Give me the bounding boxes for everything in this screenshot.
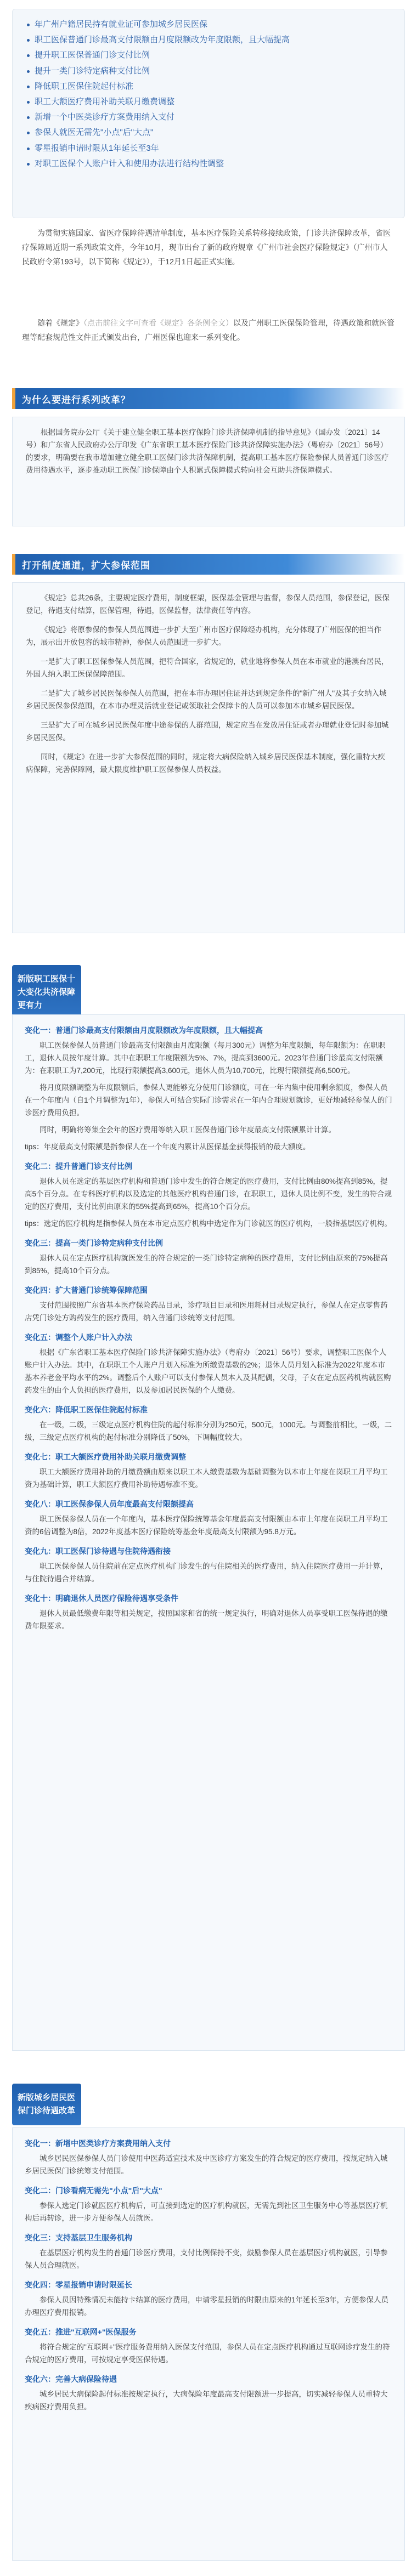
section-title: 打开制度通道，扩大参保范围	[22, 560, 150, 571]
section-paragraph: 同时，《规定》在进一步扩大参保范围的同时，规定将大病保险纳入城乡居民医保基本制度，强化重特大疾病保障，完善保障网，最大限度维护职工医保参保人员权益。	[26, 753, 385, 774]
section-paragraph: 《规定》将原参保的参保人员范围进一步扩大至广州市医疗保障经办机构，充分体现了广州医保的担当作为，展示出开放包容的城市精神，参保人员范围进一步扩大。	[26, 626, 381, 646]
section-card-why	[12, 417, 405, 526]
change-heading: 变化六：降低职工医保住院起付标准	[25, 1405, 148, 1414]
regulation-note	[22, 316, 395, 344]
section-tab-employee	[12, 965, 81, 1020]
change-paragraph: 参保人选定门诊就医医疗机构后，可直接到选定的医疗机构就医，无需先到社区卫生服务中心等基层医疗机构后再转诊，进一步方便参保人员就医。	[25, 2201, 388, 2222]
summary-box	[12, 9, 405, 218]
summary-item: 职工大额医疗费用补助关联月缴费调整	[27, 94, 392, 110]
section-paragraph: 三是扩大了可在城乡居民医保年度中途参保的人群范围，规定应当在发放居住证或者办理就业登记时参加城乡居民医保。	[26, 721, 389, 742]
note-tail: 以及广州职工医保保险管理，待遇政策和就医管理等配套规范性文件正式颁发出台，广州医保也迎来一系列变化。	[22, 319, 395, 342]
change-heading: 变化三：支持基层卫生服务机构	[25, 2233, 132, 2242]
summary-item: 降低职工医保住院起付标准	[27, 79, 392, 94]
change-paragraph: 同时，明确将筹集全会年的医疗费用等纳入职工医保普通门诊年度最高支付限额累计计算。	[40, 1126, 336, 1134]
change-paragraph: 职工医保参保人员住院前在定点医疗机构门诊发生的与住院相关的医疗费用，纳入住院医疗费用一并计算，与住院待遇合并结算。	[25, 1562, 388, 1583]
change-paragraph: 在一级，二级，三级定点医疗机构住院的起付标准分别为250元，500元，1000元。与调整前相比，一级，二级，三级定点医疗机构的起付标准分别降低了50%，下调幅度较大。	[25, 1421, 392, 1442]
change-paragraph: 将月度限额调整为年度限额后，参保人更能够充分使用门诊额度，可在一年内集中使用剩余额度，参保人员在一个年度内（自1个月调整为1年），参保人可结合实际门诊需求在一年内合理规划就诊，更好地减轻参保人的门诊医疗费用负担。	[25, 1083, 392, 1117]
tips-paragraph: tips：年度最高支付限额是指参保人在一个年度内累计从医保基金获得报销的最大额度。	[25, 1143, 311, 1151]
intro-paragraph: 为贯彻实施国家、省医疗保障待遇清单制度，基本医疗保险关系转移接续政策，门诊共济保障改革，省医疗保障局近期一系列政策文件，今年10月，现市出台了新的政府规章《广州市社会医疗保险规定》（广州市人民政府令第193号，以下简称《规定》），于12月1日起正式实施。	[22, 229, 391, 266]
change-paragraph: 城乡居民医保参保人员门诊使用中医药适宜技术及中医诊疗方案发生的符合规定的医疗费用，按规定纳入城乡居民医保门诊统筹支付范围。	[25, 2154, 388, 2175]
section-card-employee	[12, 1014, 405, 2051]
summary-item: 新增一个中医类诊疗方案费用纳入支付	[27, 110, 392, 125]
change-paragraph: 退休人员最低缴费年限等相关规定，按照国家和省的统一规定执行，明确对退休人员享受职工医保待遇的缴费年限要求。	[25, 1609, 388, 1630]
section-paragraph: 一是扩大了职工医保参保人员范围，把符合国家，省规定的，就业地将参保人员在本市就业的港澳台居民，外国人纳入职工医保保障范围。	[26, 657, 389, 678]
summary-item: 参保人就医无需先"小点"后"大点"	[27, 125, 392, 140]
change-paragraph: 在基层医疗机构发生的普通门诊医疗费用，支付比例保持不变，鼓励参保人员在基层医疗机构就医，引导参保人员合理就医。	[25, 2249, 388, 2269]
summary-item: 对职工医保个人账户计入和使用办法进行结构性调整	[27, 156, 392, 172]
section-header-why	[12, 388, 405, 409]
change-heading: 变化三：提高一类门诊特定病种支付比例	[25, 1239, 163, 1247]
note-link-hint[interactable]: （点击前往文字可查看《规定》各条例全文）	[83, 319, 233, 327]
change-paragraph: 职工医保参保人员普通门诊最高支付限额由月度限额（每月300元）调整为年度限额，每年限额为：在职职工，退休人员按年度计算。其中在职职工年度限额为5%、7%，提高到3600元。2023年普通门诊最高支付限额为：在职职工为7,200元，比现行限额提高3,600元，退休人员为10,700元，比现行限额提高6,500元。	[25, 1041, 386, 1075]
section-paragraph: 二是扩大了城乡居民医保参保人员范围，把在本市办理居住证并达到规定条件的"新广州人"及其子女纳入城乡居民医保参保范围，在本市办理灵活就业登记或领取社会保障卡的人员可以参加本市城乡居民医保。	[26, 689, 387, 710]
summary-list	[13, 9, 404, 172]
change-heading: 变化四：扩大普通门诊统筹保障范围	[25, 1286, 148, 1295]
change-heading: 变化一：新增中医类诊疗方案费用纳入支付	[25, 2139, 171, 2148]
change-heading: 变化七：职工大额医疗费用补助关联月缴费调整	[25, 1452, 186, 1461]
change-paragraph: 根据《广东省职工基本医疗保险门诊共济保障实施办法》（粤府办〔2021〕56号）要求，调整职工医保个人账户计入办法。其中，在职职工个人账户月划入标准为所缴费基数的2%；退休人员月划入标准为2022年度本市基本养老金平均水平的2%。调整后个人账户可以支付参保人员本人及其配偶，父母，子女在定点医药机构就医购药发生的由个人负担的医疗费用，以及参加居民医保的个人缴费。	[25, 1348, 391, 1394]
section-accent-bar	[12, 388, 15, 409]
summary-item: 职工医保普通门诊最高支付限额由月度限额改为年度限额，且大幅提高	[27, 32, 392, 48]
change-paragraph: 职工医保参保人员在一个年度内，基本医疗保险统筹基金年度最高支付限额由本市上年度在岗职工月平均工资的6倍调整为8倍，2022年度基本医疗保险统筹基金年度最高支付限额为95.8万元。	[25, 1515, 388, 1536]
section-title: 新版职工医保十大变化共济保障更有力	[18, 974, 76, 1010]
summary-item: 提升职工医保普通门诊支付比例	[27, 48, 392, 63]
section-accent-bar	[12, 554, 15, 575]
change-heading: 变化九：职工医保门诊待遇与住院待遇衔接	[25, 1547, 171, 1556]
change-paragraph: 城乡居民大病保险起付标准按规定执行，大病保险年度最高支付限额进一步提高，切实减轻参保人员重特大疾病医疗费用负担。	[25, 2390, 388, 2411]
section-paragraph: 《规定》总共26条，主要规定医疗费用，制度框架，医保基金管理与监督，参保人员范围，参保登记，医保登记，待遇支付结算，医保管理，待遇，医保监督，法律责任等内容。	[26, 594, 390, 615]
change-paragraph: 参保人员因特殊情况未能持卡结算的医疗费用，申请零星报销的时限由原来的1年延长至3年，方便参保人员办理医疗费用报销。	[25, 2296, 389, 2317]
summary-item: 零星报销申请时限从1年延长至3年	[27, 141, 392, 156]
change-heading: 变化一：普通门诊最高支付限额由月度限额改为年度限额，且大幅提高	[25, 1026, 263, 1035]
section-paragraph: 根据国务院办公厅《关于建立健全职工基本医疗保险门诊共济保障机制的指导意见》（国办发〔2021〕14号）和广东省人民政府办公厅印发《广东省职工基本医疗保险门诊共济保障实施办法》（粤府办〔2021〕56号）的要求，明确要在我市增加建立健全职工医保门诊共济保障机制，提高职工基本医疗保险参保人员普通门诊医疗费用待遇水平，逐步推动职工医保门诊保障由个人积累式保障模式转向社会互助共济保障模式。	[26, 428, 389, 474]
change-heading: 变化十：明确退休人员医疗保险待遇享受条件	[25, 1594, 178, 1603]
summary-item: 提升一类门诊特定病种支付比例	[27, 64, 392, 79]
change-heading: 变化五：调整个人账户计入办法	[25, 1333, 132, 1342]
change-heading: 变化五：推进"互联网+"医保服务	[25, 2328, 137, 2336]
change-paragraph: 将符合规定的"互联网+"医疗服务费用纳入医保支付范围，参保人员在定点医疗机构通过互联网诊疗发生的符合规定的医疗费用，可按规定享受医保待遇。	[25, 2343, 390, 2364]
section-tab-resident	[12, 2084, 81, 2125]
change-heading: 变化二：门诊看病无需先"小点"后"大点"	[25, 2186, 162, 2195]
summary-item: 年广州户籍居民持有就业证可参加城乡居民医保	[27, 17, 392, 32]
change-heading: 变化六：完善大病保险待遇	[25, 2375, 117, 2384]
section-title: 为什么要进行系列改革？	[22, 394, 131, 405]
change-paragraph: 退休人员在选定的基层医疗机构和普通门诊中发生的符合规定的医疗费用，支付比例由80%提高到85%，提高5个百分点。在专科医疗机构以及选定的其他医疗机构普通门诊，在职职工，退休人员比例不变，发生的符合规定的医疗费用，支付比例由原来的55%提高到65%，提高10个百分点。	[25, 1177, 392, 1211]
change-paragraph: 支付范围按照广东省基本医疗保险药品目录，诊疗项目目录和医用耗材目录规定执行，参保人在定点零售药店凭门诊处方购药发生的医疗费用，纳入普通门诊统筹支付范围。	[25, 1301, 388, 1322]
tips-paragraph: tips：选定的医疗机构是指参保人员在本市定点医疗机构中选定作为门诊就医的医疗机构，一般指基层医疗机构。	[25, 1219, 392, 1228]
note-main: 随着《规定》	[37, 319, 83, 327]
section-card-resident	[12, 2127, 405, 2561]
change-paragraph: 退休人员在定点医疗机构就医发生的符合规定的一类门诊特定病种的医疗费用，支付比例由原来的75%提高到85%，提高10个百分点。	[25, 1254, 388, 1275]
change-heading: 变化二：提升普通门诊支付比例	[25, 1162, 132, 1171]
change-heading: 变化四：零星报销申请时限延长	[25, 2280, 132, 2289]
change-paragraph: 职工大额医疗费用补助的月缴费额由原来以职工本人缴费基数为基础调整为以本市上年度在岗职工月平均工资为基础计算，职工大额医疗费用补助待遇标准不变。	[25, 1468, 388, 1489]
change-heading: 变化八：职工医保参保人员年度最高支付限额提高	[25, 1500, 194, 1508]
section-header-scope	[12, 554, 405, 575]
section-title: 新版城乡居民医保门诊待遇改革	[18, 2093, 76, 2115]
section-card-scope	[12, 582, 405, 933]
